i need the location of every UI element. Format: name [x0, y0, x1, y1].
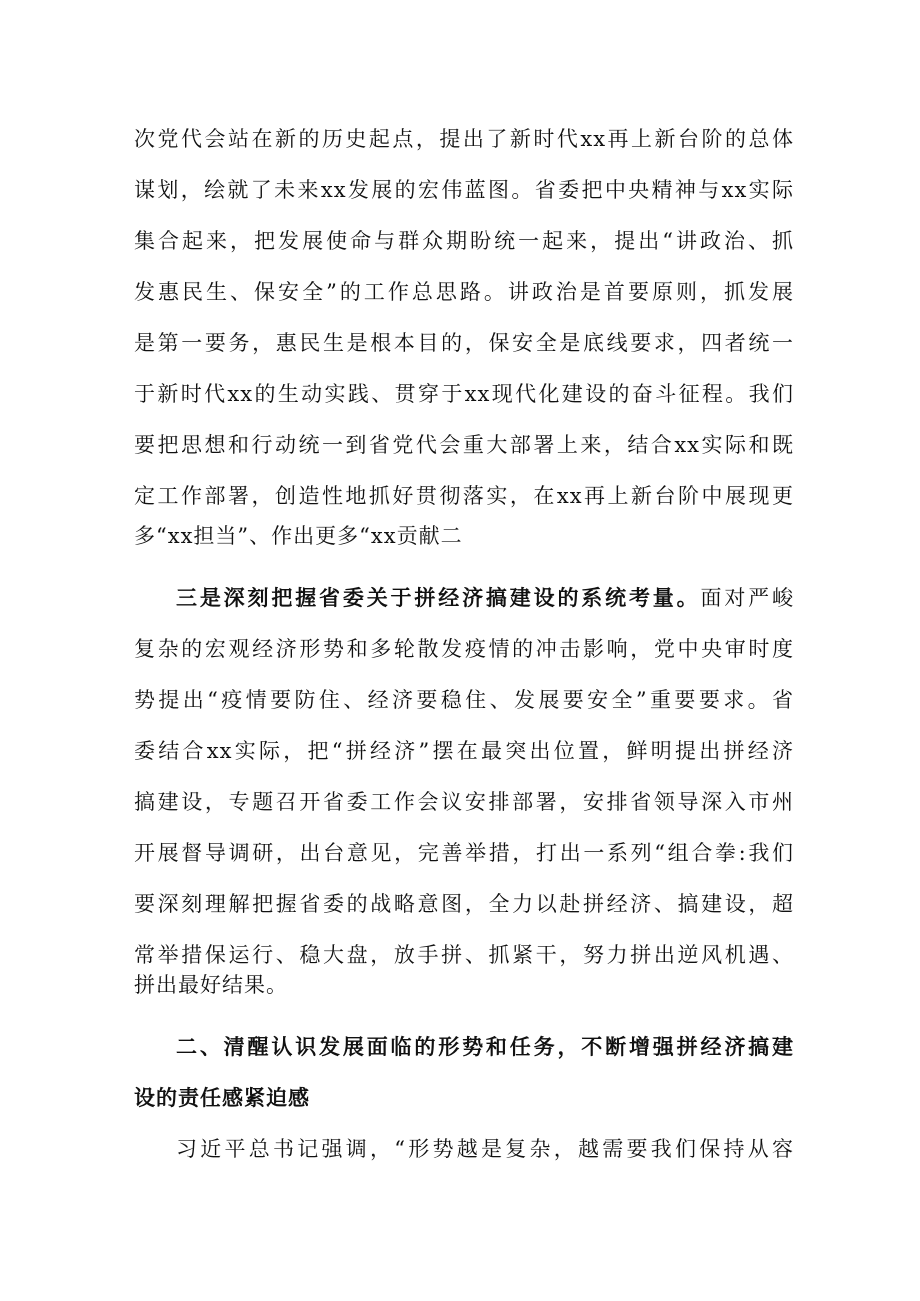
- paragraph1-line-2: 谋划，绘就了未来xx发展的宏伟蓝图。省委把中央精神与xx实际: [134, 178, 794, 202]
- paragraph1-line-4: 发惠民生、保安全”的工作总思路。讲政治是首要原则，抓发展: [134, 280, 794, 304]
- section-heading-line-1: 二、清醒认识发展面临的形势和任务，不断增强拼经济搞建: [176, 1035, 794, 1059]
- paragraph2-line-1: [176, 578, 794, 618]
- paragraph2-line-4: 委结合xx实际，把“拼经济”摆在最突出位置，鲜明提出拼经济: [134, 739, 794, 763]
- paragraph2-line-7: 要深刻理解把握省委的战略意图，全力以赴拼经济、搞建设，超: [134, 892, 794, 916]
- paragraph1-line-7: 要把思想和行动统一到省党代会重大部署上来，结合xx实际和既: [134, 433, 794, 457]
- paragraph1-line-6: 于新时代xx的生动实践、贯穿于xx现代化建设的奋斗征程。我们: [134, 382, 794, 406]
- paragraph2-line-5: 搞建设，专题召开省委工作会议安排部署，安排省领导深入市州: [134, 790, 794, 814]
- paragraph2-line-9: 拼出最好结果。: [134, 973, 288, 997]
- paragraph2-lead-bold: 三是深刻把握省委关于拼经济搞建设的系统考量。: [176, 586, 701, 610]
- paragraph2-line-3: 势提出“疫情要防住、经济要稳住、发展要安全”重要要求。省: [134, 688, 794, 712]
- paragraph2-line-8: 常举措保运行、稳大盘，放手拼、抓紧干，努力拼出逆风机遇、: [134, 943, 794, 967]
- paragraph1-line-5: 是第一要务，惠民生是根本目的，保安全是底线要求，四者统一: [134, 331, 794, 355]
- paragraph2-line-6: 开展督导调研，出台意见，完善举措，打出一系列“组合拳:我们: [134, 841, 794, 865]
- paragraph1-line-8: 定工作部署，创造性地抓好贯彻落实，在xx再上新台阶中展现更: [134, 484, 794, 508]
- paragraph2-line-2: 复杂的宏观经济形势和多轮散发疫情的冲击影响，党中央审时度: [134, 637, 794, 661]
- paragraph1-line-1: 次党代会站在新的历史起点，提出了新时代xx再上新台阶的总体: [134, 127, 794, 151]
- section-heading-line-2: 设的责任感紧迫感: [134, 1086, 310, 1110]
- paragraph2-lead-rest: 面对严峻: [700, 586, 795, 610]
- paragraph3-line-1: 习近平总书记强调，“形势越是复杂，越需要我们保持从容: [176, 1137, 794, 1161]
- paragraph1-line-3: 集合起来，把发展使命与群众期盼统一起来，提出“讲政治、抓: [134, 229, 794, 253]
- paragraph1-line-9: 多“xx担当”、作出更多“xx贡献二: [134, 524, 463, 548]
